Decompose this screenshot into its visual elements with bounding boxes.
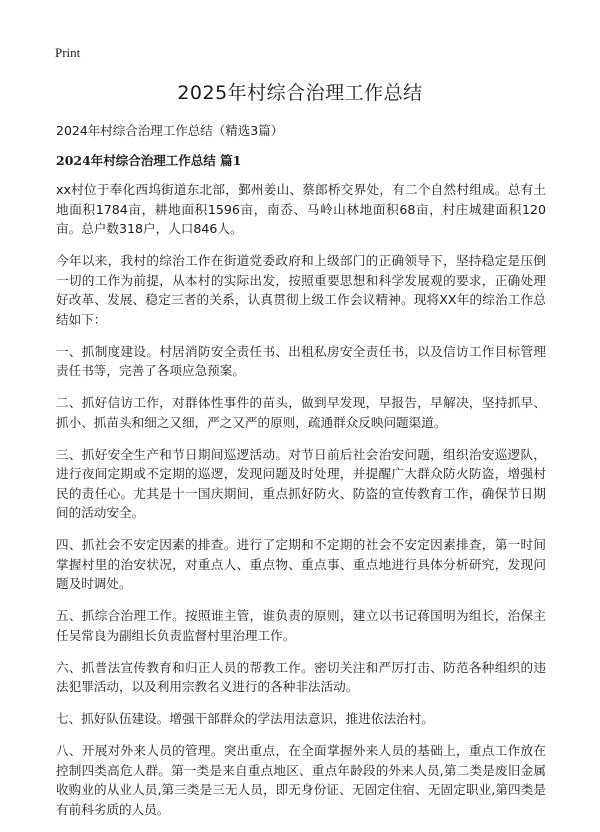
- document-title: 2025年村综合治理工作总结: [177, 82, 423, 104]
- print-link[interactable]: Print: [55, 45, 81, 60]
- paragraph-item-3: 三、抓好安全生产和节日期间巡逻活动。对节日前后社会治安问题，组织治安巡逻队，进行夜间定期或不定期的巡逻，发现问题及时处理，并提醒广大群众防火防盗，增强村民的责任心。尤其是十一国庆期间，重点抓好防火、防盗的宣传教育工作，确保节日期间的活动安全。: [56, 446, 546, 520]
- paragraph-item-2: 二、抓好信访工作，对群体性事件的苗头，做到早发现，早报告，早解决，坚持抓早、抓小、抓苗头和细之又细，严之又严的原则，疏通群众反映问题渠道。: [56, 395, 546, 430]
- paragraph-item-8: 八、开展对外来人员的管理。突出重点，在全面掌握外来人员的基础上，重点工作放在控制四类高危人群。第一类是来自重点地区、重点年龄段的外来人员,第二类是废旧金属收购业的从业人员,第三类是三无人员，即无身份证、无固定住宿、无固定职业,第四类是有前科劣质的人员。: [56, 743, 546, 817]
- paragraph-item-7: 七、抓好队伍建设。增强干部群众的学法用法意识，推进依法治村。: [56, 711, 434, 726]
- paragraph-overview: 今年以来，我村的综治工作在街道党委政府和上级部门的正确领导下，坚持稳定是压倒一切的工作为前提，从本村的实际出发，按照重要思想和科学发展观的要求，正确处理好改革、发展、稳定三者的关系，认真贯彻上级工作会议精神。现将XX年的综治工作总结如下：: [56, 253, 546, 327]
- section-heading: 2024年村综合治理工作总结 篇1: [56, 153, 242, 168]
- paragraph-item-5: 五、抓综合治理工作。按照谁主管，谁负责的原则，建立以书记蒋国明为组长，治保主任吴常良为副组长负责监督村里治理工作。: [56, 608, 546, 643]
- document-subtitle: 2024年村综合治理工作总结（精选3篇）: [56, 123, 284, 138]
- paragraph-item-6: 六、抓普法宣传教育和归正人员的帮教工作。密切关注和严厉打击、防范各种组织的违法犯罪活动，以及利用宗教名义进行的各种非法活动。: [56, 659, 546, 694]
- paragraph-item-4: 四、抓社会不安定因素的排查。进行了定期和不定期的社会不安定因素排查，第一时间掌握村里的治安状况，对重点人、重点物、重点事、重点地进行具体分析研究，发现问题及时调处。: [56, 537, 546, 591]
- paragraph-intro: xx村位于奉化西坞街道东北部，鄞州姜山、蔡郎桥交界处，有二个自然村组成。总有土地面积1784亩，耕地面积1596亩，南岙、马岭山林地面积68亩，村庄城建面积120亩。总户数318户，人口846人。: [56, 182, 546, 236]
- document-body: [56, 180, 546, 832]
- paragraph-item-1: 一、抓制度建设。村居消防安全责任书、出租私房安全责任书，以及信访工作目标管理责任书等，完善了各项应急预案。: [56, 343, 546, 378]
